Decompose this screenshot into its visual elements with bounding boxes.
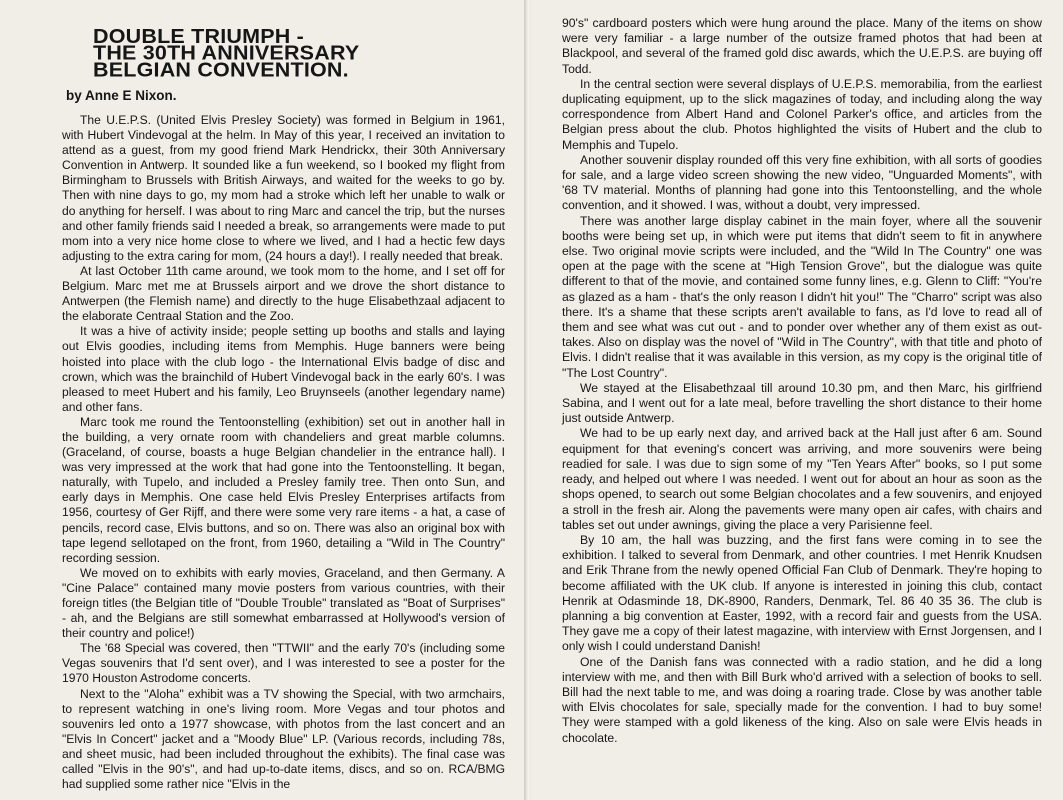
body-paragraph: We stayed at the Elisabethzaal till around 10.30 pm, and then Marc, his girlfriend Sabina, and I went out for a late meal, before travelling the short distance to their home just outside Antwerp.: [562, 380, 1042, 426]
title-line: DOUBLE TRIUMPH -: [93, 25, 305, 48]
right-page: [531, 0, 1063, 800]
body-paragraph: In the central section were several displays of U.E.P.S. memorabilia, from the earliest duplicating equipment, up to the slick magazines of today, and including along the way correspondence from Albert Hand and Colonel Parker's office, and articles from the Belgian press about the club. Photos highlighted the visits of Hubert and the club to Memphis and Tupelo.: [562, 76, 1042, 152]
body-paragraph: Another souvenir display rounded off this very fine exhibition, with all sorts of goodies for sale, and a large video screen showing the new video, "Unguarded Moments", with '68 TV material. Months of planning had gone into this Tentoonstelling, and the whole convention, and it showed. I was, without a doubt, very impressed.: [562, 152, 1042, 213]
article-byline: by Anne E Nixon.: [66, 88, 177, 103]
body-paragraph: 90's" cardboard posters which were hung around the place. Many of the items on show were very familiar - a large number of the outsize framed photos that had been at Blackpool, and several of the framed gold disc awards, which the U.E.P.S. are buying off Todd.: [562, 16, 1042, 76]
title-line: BELGIAN CONVENTION.: [93, 58, 349, 82]
body-paragraph: At last October 11th came around, we took mom to the home, and I set off for Belgium. Marc met me at Brussels airport and we drove the short distance to Antwerpen (the Flemish name) and directly to the huge Elisabethzaal adjacent to the elaborate Centraal Station and the Zoo.: [62, 263, 505, 324]
article-title: [93, 25, 505, 82]
body-paragraph: One of the Danish fans was connected with a radio station, and he did a long interview with me, and then with Bill Burk who'd arrived with a selection of books to sell. Bill had the next table to me, and was doing a roaring trade. Close by was another table with Elvis chocolates for sale, specially made for the convention. I had to buy some! They were stamped with a gold likeness of the king. Also on sale were Elvis heads in chocolate.: [562, 654, 1042, 745]
body-paragraph: There was another large display cabinet in the main foyer, where all the souvenir booths were being set up, in which were put items that didn't seem to fit in anywhere else. Two original movie scripts were included, and the "Wild In The Country" one was open at the page with the scene at "High Tension Grove", but the dialogue was quite different to that of the movie, and contained some funny lines, e.g. Glenn to Cliff: "You're as glazed as a ham - that's the only reason I didn't hit you!" The "Charro" script was also there. It's a shame that these scripts aren't available to fans, as I'd love to read all of them and see what was cut out - and to ponder over whether any of them exist as out-takes. Also on display was the novel of "Wild in The Country", with that title and photo of Elvis. I didn't realise that it was available in this version, as my copy is the original title of "The Lost Country".: [562, 213, 1042, 380]
body-paragraph: We moved on to exhibits with early movies, Graceland, and then Germany. A "Cine Palace" contained many movie posters from various countries, with their foreign titles (the Belgian title of "Double Trouble" translated as "Boat of Surprises" - ah, and the Belgians are still somewhat embarrassed at Hollywood's version of their country and police!): [62, 565, 505, 641]
body-paragraph: We had to be up early next day, and arrived back at the Hall just after 6 am. Sound equipment for that evening's concert was arriving, and more souvenirs were being readied for sale. I was due to sign some of my "Ten Years After" books, so I put some ready, and helped out where I was needed. I went out for about an hour as soon as the shops opened, to search out some Belgian chocolates and a few souvenirs, and enjoyed a stroll in the fresh air. Along the pavements were many open air cafes, with chairs and tables set out under awnings, giving the place a very Parisienne feel.: [562, 426, 1042, 532]
body-paragraph: The U.E.P.S. (United Elvis Presley Society) was formed in Belgium in 1961, with Hubert Vindevogal at the helm. In May of this year, I received an invitation to attend as a guest, from my good friend Mark Hendrickx, their 30th Anniversary Convention in Antwerp. It sounded like a fun weekend, so I booked my flight from Birmingham to Brussels with British Airways, and waited for the weeks to go by. Then with nine days to go, my mom had a stroke which left her unable to walk or do anything for herself. I was about to ring Marc and cancel the trip, but the nurses and other family friends said I needed a break, so arrangements were made to put mom into a very nice home close to where we lived, and I had a hectic few days adjusting to the extra caring for mom, (24 hours a day!). I really needed that break.: [62, 113, 505, 263]
title-line: THE 30TH ANNIVERSARY: [93, 41, 360, 65]
left-page: [0, 0, 527, 800]
body-paragraph: Next to the "Aloha" exhibit was a TV showing the Special, with two armchairs, to represent watching in one's living room. More Vegas and tour photos and souvenirs led onto a 1977 showcase, with photos from the last concert and an "Elvis In Concert" jacket and a "Moody Blue" LP. (Various records, including 78s, and sheet music, had been included throughout the exhibits). The final case was called "Elvis in the 90's", and had up-to-date items, discs, and so on. RCA/BMG had supplied some rather nice "Elvis in the: [62, 686, 505, 792]
body-paragraph: It was a hive of activity inside; people setting up booths and stalls and laying out Elvis goodies, including items from Memphis. Huge banners were being hoisted into place with the club logo - the International Elvis badge of disc and crown, which was the brainchild of Hubert Vindevogal back in the early 60's. I was pleased to meet Hubert and his family, Leo Bruynseels (another legendary name) and other fans.: [62, 324, 505, 414]
body-paragraph: The '68 Special was covered, then "TTWII" and the early 70's (including some Vegas souvenirs that I'd sent over), and I was interested to see a poster for the 1970 Houston Astrodome concerts.: [62, 641, 505, 686]
body-paragraph: Marc took me round the Tentoonstelling (exhibition) set out in another hall in the building, a very ornate room with chandeliers and great marble columns. (Graceland, of course, boasts a huge Belgian chandelier in the entrance hall). I was very impressed at the work that had gone into the Tentoonstelling. It began, naturally, with Tupelo, and included a Presley family tree. Then onto Sun, and early days in Memphis. One case held Elvis Presley Enterprises artifacts from 1956, courtesy of Ger Rijff, and there were some very rare items - a hat, a case of pencils, record case, Elvis buttons, and so on. There was also an original box with tape legend sellotaped on the front, from 1960, detailing a "Wild in The Country" recording session.: [62, 414, 505, 565]
body-paragraph: By 10 am, the hall was buzzing, and the first fans were coming in to see the exhibition. I talked to several from Denmark, and other countries. I met Henrik Knudsen and Erik Thrane from the newly opened Official Fan Club of Denmark. They're hoping to become affiliated with the UK club. If anyone is interested in joining this club, contact Henrik at Odasminde 18, DK-8900, Randers, Denmark, Tel. 86 40 35 36. The club is planning a big convention at Easter, 1992, with a record fair and guests from the USA. They gave me a copy of their latest magazine, with interview with Ernst Jorgensen, and I only wish I could understand Danish!: [562, 532, 1042, 654]
